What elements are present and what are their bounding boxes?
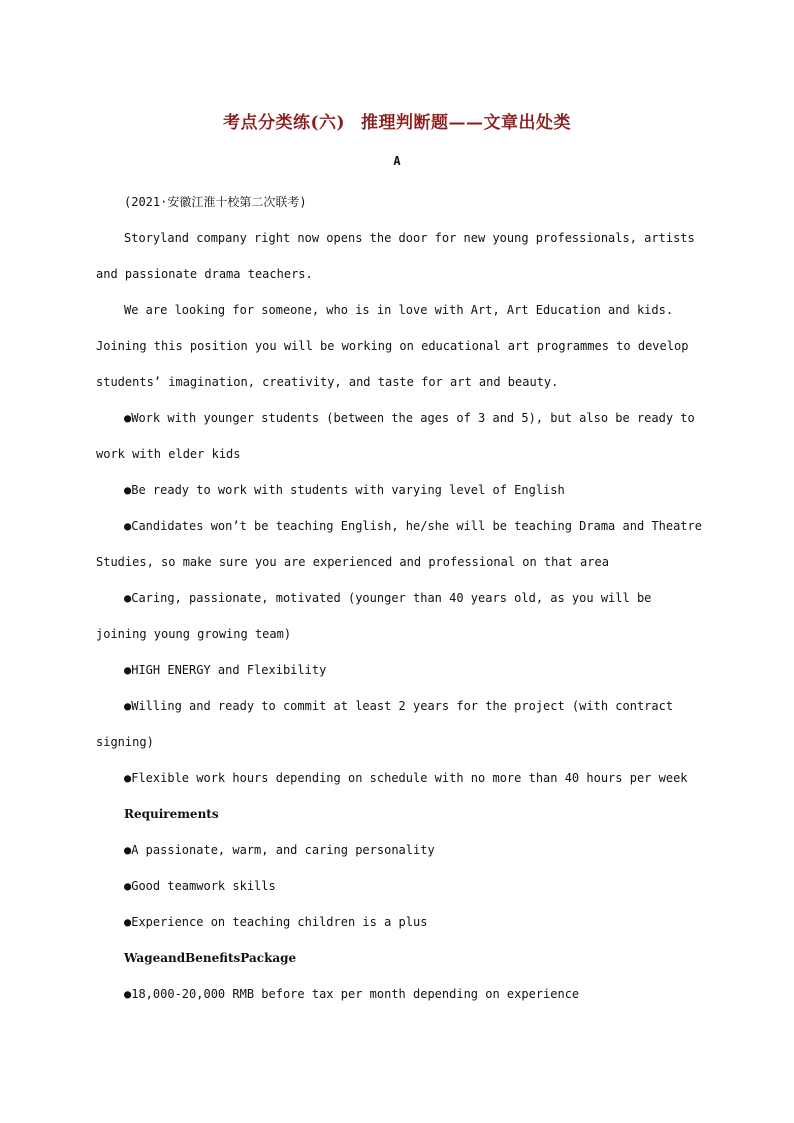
bullet-text: Good teamwork skills (131, 879, 276, 893)
bullet-item (96, 400, 706, 472)
requirements-heading: Requirements (124, 807, 219, 821)
bullet-item (96, 976, 706, 1012)
intro-paragraph-1: Storyland company right now opens the door for new young professionals, artists and passionate drama teachers. (96, 231, 695, 281)
bullet-item (96, 688, 706, 760)
bullet-text: Be ready to work with students with varying level of English (131, 483, 565, 497)
bullet-icon: ● (124, 771, 132, 785)
title-part-1: 考点分类练(六) (222, 113, 346, 133)
bullet-text: Caring, passionate, motivated (younger than 40 years old, as you will be joining young growing team) (96, 591, 652, 641)
wage-heading: WageandBenefitsPackage (124, 951, 297, 965)
bullet-icon: ● (124, 879, 132, 893)
bullet-item (96, 760, 706, 796)
bullet-icon: ● (124, 987, 132, 1001)
bullet-text: 18,000-20,000 RMB before tax per month depending on experience (131, 987, 580, 1001)
bullet-icon: ● (124, 591, 132, 605)
passage-body (96, 184, 706, 1012)
bullet-text: Willing and ready to commit at least 2 years for the project (with contract signing) (96, 699, 674, 749)
passage-source: (2021·安徽江淮十校第二次联考) (124, 195, 307, 209)
section-letter: A (393, 154, 401, 168)
bullet-text: Candidates won’t be teaching English, he/she will be teaching Drama and Theatre Studies, so make sure you are experienced and professional on that area (96, 519, 702, 569)
bullet-icon: ● (124, 483, 132, 497)
bullet-text: Work with younger students (between the ages of 3 and 5), but also be ready to work with elder kids (96, 411, 695, 461)
bullet-item (96, 832, 706, 868)
bullet-item (96, 868, 706, 904)
page-title (0, 108, 794, 133)
bullet-icon: ● (124, 411, 132, 425)
bullet-text: Flexible work hours depending on schedule with no more than 40 hours per week (131, 771, 688, 785)
bullet-item (96, 652, 706, 688)
bullet-icon: ● (124, 843, 132, 857)
title-part-2: 推理判断题——文章出处类 (361, 113, 572, 133)
bullet-icon: ● (124, 519, 132, 533)
bullet-icon: ● (124, 699, 132, 713)
bullet-item (96, 508, 706, 580)
bullet-item (96, 904, 706, 940)
bullet-item (96, 472, 706, 508)
bullet-text: A passionate, warm, and caring personality (131, 843, 435, 857)
intro-paragraph-2: We are looking for someone, who is in love with Art, Art Education and kids. Joining this position you will be working on educational art programmes to develop students’ imagination, creativity, and taste for art and beauty. (96, 303, 689, 389)
bullet-icon: ● (124, 915, 132, 929)
bullet-icon: ● (124, 663, 132, 677)
bullet-item (96, 580, 706, 652)
bullet-text: HIGH ENERGY and Flexibility (131, 663, 327, 677)
bullet-text: Experience on teaching children is a plus (131, 915, 428, 929)
